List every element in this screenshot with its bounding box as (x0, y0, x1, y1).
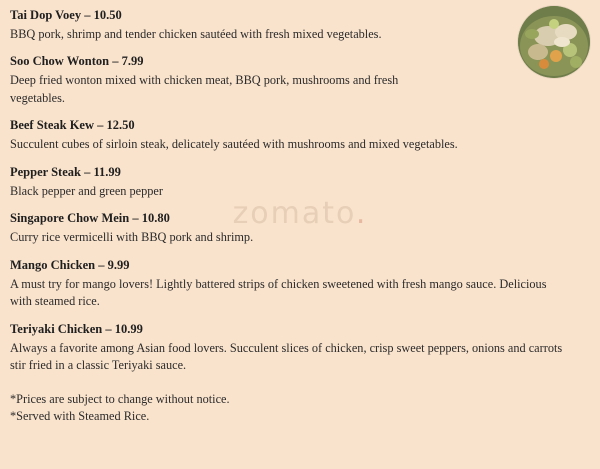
menu-item-title: Mango Chicken – 9.99 (10, 257, 130, 272)
menu-item-description: Black pepper and green pepper (10, 183, 163, 198)
menu-item-description: Succulent cubes of sirloin steak, delicately sautéed with mushrooms and mixed vegetables. (10, 137, 458, 152)
menu-item-description: BBQ pork, shrimp and tender chicken sautéed with fresh mixed vegetables. (10, 27, 382, 41)
menu-item-title: Soo Chow Wonton – 7.99 (10, 54, 144, 69)
menu-item (10, 8, 588, 43)
menu-item-description: Always a favorite among Asian food lovers. Succulent slices of chicken, crisp sweet peppers, onions and carrots stir fried in a classic Teriyaki sauce. (10, 340, 563, 373)
menu-item-list (10, 8, 588, 375)
menu-item-title: Beef Steak Kew – 12.50 (10, 118, 135, 133)
menu-item (10, 211, 588, 246)
menu-item-title: Singapore Chow Mein – 10.80 (10, 211, 170, 226)
watermark-dot: . (355, 196, 368, 231)
menu-item (10, 165, 588, 200)
dish-photo (518, 6, 590, 78)
menu-item-description: A must try for mango lovers! Lightly battered strips of chicken sweetened with fresh mango sauce. Delicious with steamed rice. (10, 276, 547, 309)
price-note: *Prices are subject to change without notice. (10, 391, 230, 406)
rice-note: *Served with Steamed Rice. (10, 409, 150, 424)
menu-item (10, 118, 588, 153)
menu-item-title: Pepper Steak – 11.99 (10, 164, 121, 179)
menu-item (10, 54, 588, 107)
menu-item-title: Tai Dop Voey – 10.50 (10, 8, 122, 22)
menu-item-description: Curry rice vermicelli with BBQ pork and shrimp. (10, 230, 254, 245)
menu-item (10, 258, 588, 311)
menu-item-description: Deep fried wonton mixed with chicken meat, BBQ pork, mushrooms and fresh vegetables. (10, 73, 399, 105)
menu-notes (10, 391, 588, 427)
menu-item-title: Teriyaki Chicken – 10.99 (10, 321, 143, 336)
menu-item (10, 322, 588, 375)
watermark-text: zomato (232, 196, 356, 231)
